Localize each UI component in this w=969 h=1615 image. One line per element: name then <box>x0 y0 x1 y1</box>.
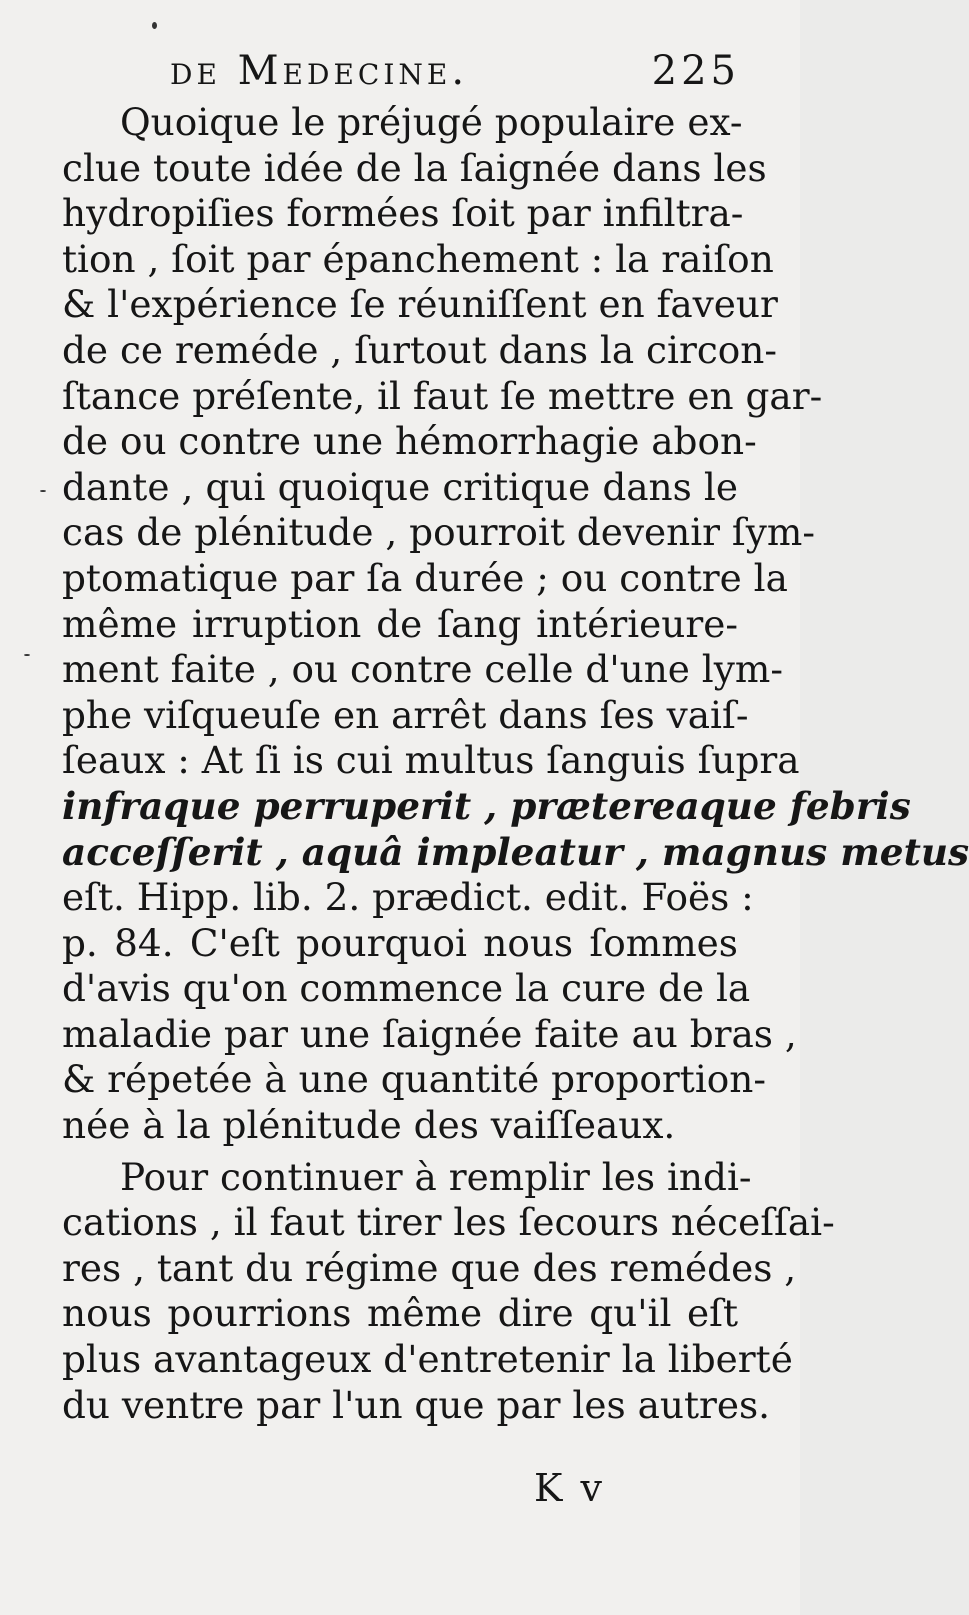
text-line: de ce reméde , ſurtout dans la circon- <box>62 327 777 372</box>
paragraph <box>62 100 969 1149</box>
page-body <box>62 100 969 1428</box>
text-line: d'avis qu'on commence la cure de la <box>62 966 751 1011</box>
text-line: cations , il faut tirer les ſecours néceſſai- <box>62 1200 835 1245</box>
text-line: plus avantageux d'entretenir la liberté <box>62 1337 793 1382</box>
text-line: nous pourrions même dire qu'il eſt <box>62 1291 738 1336</box>
text-line: phe viſqueuſe en arrêt dans ſes vaiſ- <box>62 692 749 737</box>
signature-mark: K v <box>534 1466 605 1510</box>
paragraph <box>62 1154 835 1429</box>
text-line: Pour continuer à remplir les indi- <box>120 1154 752 1199</box>
text-line: & l'expérience ſe réuniſſent en faveur <box>62 282 778 327</box>
text-line: née à la plénitude des vaiſſeaux. <box>62 1103 676 1148</box>
ink-speck <box>40 490 46 492</box>
text-line: clue toute idée de la ſaignée dans les <box>62 145 767 190</box>
ink-speck <box>24 654 30 656</box>
text-line: infraque perruperit , prætereaque febris <box>62 783 911 828</box>
text-line: acceſſerit , aquâ impleatur , magnus metus <box>62 829 969 874</box>
running-title: de Medecine. <box>170 48 469 94</box>
text-line: hydropiſies formées ſoit par infiltra- <box>62 191 744 236</box>
text-line: & répetée à une quantité proportion- <box>62 1057 767 1102</box>
text-line: de ou contre une hémorrhagie abon- <box>62 419 757 464</box>
text-line: maladie par une ſaignée faite au bras , <box>62 1011 797 1056</box>
text-line: cas de plénitude , pourroit devenir ſym- <box>62 510 815 555</box>
text-line: res , tant du régime que des remédes , <box>62 1245 797 1290</box>
text-line: du ventre par l'un que par les autres. <box>62 1382 771 1427</box>
text-line: ptomatique par ſa durée ; ou contre la <box>62 555 788 600</box>
text-line: eſt. Hipp. lib. 2. prædict. edit. Foës : <box>62 875 754 920</box>
text-line: p. 84. C'eſt pourquoi nous ſommes <box>62 920 738 965</box>
text-line: Quoique le préjugé populaire ex- <box>120 100 743 144</box>
text-line: ſtance préſente, il faut ſe mettre en gar- <box>62 373 823 418</box>
text-line: tion , ſoit par épanchement : la raiſon <box>62 236 774 281</box>
text-line: même irruption de ſang intérieure- <box>62 601 738 646</box>
running-header <box>170 48 740 108</box>
text-line: ment faite , ou contre celle d'une lym- <box>62 647 783 692</box>
page-number: 225 <box>651 48 740 94</box>
text-line: dante , qui quoique critique dans le <box>62 464 738 509</box>
ink-speck <box>152 22 157 29</box>
text-line: ſeaux : At ſi is cui multus ſanguis ſupra <box>62 738 800 783</box>
